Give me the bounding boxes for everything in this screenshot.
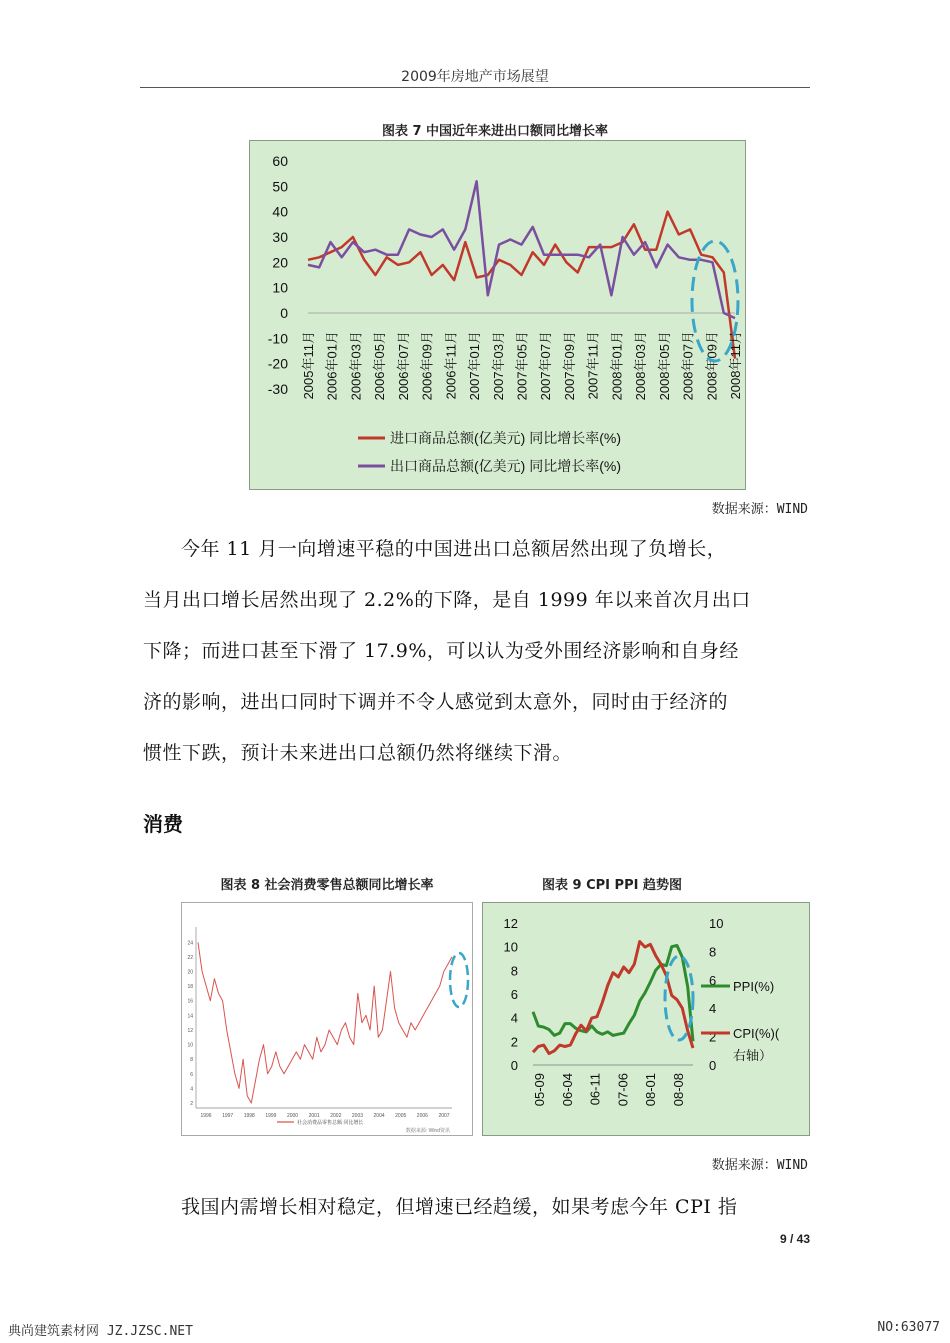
left-y-tick-label: 4 [510,1010,518,1026]
x-tick-label: 2006 [416,1113,428,1119]
y-tick-label: 50 [272,178,288,195]
y-tick-label: 18 [187,984,193,991]
y-tick-label: 4 [190,1086,193,1093]
x-tick-label: 08-01 [643,1073,659,1107]
figure7-source: 数据来源：WIND [711,502,808,517]
y-tick-label: -20 [267,355,288,372]
x-tick-label: 2005年11月 [301,331,316,400]
y-tick-label: 20 [272,254,288,271]
left-y-tick-label: 6 [510,987,518,1002]
y-tick-label: 6 [190,1071,193,1078]
left-y-tick-label: 2 [510,1034,518,1050]
figure7-svg [250,141,745,489]
x-tick-label: 1998 [243,1113,255,1119]
body-paragraph-1 [143,524,810,779]
y-tick-label: 60 [272,153,288,169]
x-tick-label: 2006年03月 [348,331,364,401]
annotation-ellipse [450,953,468,1007]
x-tick-label: 1999 [265,1113,277,1119]
figure8-chart [181,902,473,1136]
section-title: 消费 [143,812,183,836]
x-tick-label: 1997 [222,1113,234,1119]
footer-watermark-right: NO:63077 [877,1320,940,1335]
figure8-caption: 图表 8 社会消费零售总额同比增长率 [220,878,434,893]
x-tick-label: 2001 [308,1113,320,1119]
header-rule [140,87,810,88]
x-tick-label: 2007 [438,1113,450,1119]
x-tick-label: 2008年07月 [680,331,696,401]
right-y-tick-label: 2 [709,1029,717,1045]
legend-label: CPI(%)( [733,1026,780,1041]
x-tick-label: 07-06 [615,1073,631,1107]
right-y-tick-label: 8 [709,944,717,960]
x-tick-label: 2006年01月 [324,331,340,401]
x-tick-label: 2008年09月 [704,331,720,401]
y-tick-label: 30 [272,229,288,245]
figure9-svg [483,903,809,1135]
paragraph1-line: 当月出口增长居然出现了 2.2%的下降，是自 1999 年以来首次月出口 [143,589,751,611]
x-tick-label: 06-04 [559,1073,575,1107]
page-number: 9 / 43 [779,1232,810,1246]
export-series-line [308,181,735,318]
y-tick-label: 12 [187,1027,193,1034]
right-y-tick-label: 4 [709,1001,717,1017]
left-y-tick-label: 10 [503,939,518,955]
figure9-chart [482,902,810,1136]
paragraph1-line: 济的影响，进出口同时下调并不令人感觉到太意外，同时由于经济的 [143,691,729,713]
y-tick-label: -30 [267,381,288,397]
y-tick-label: -10 [267,330,288,347]
running-header-title: 2009年房地产市场展望 [401,69,549,85]
figure9-caption: 图表 9 CPI PPI 趋势图 [542,878,682,893]
figure7-caption: 图表 7 中国近年来进出口额同比增长率 [381,124,609,139]
x-tick-label: 2007年09月 [561,331,577,401]
right-y-tick-label: 6 [709,972,717,988]
y-tick-label: 2 [190,1101,193,1107]
x-tick-label: 2007年07月 [538,331,554,401]
x-tick-label: 2007年11月 [585,331,601,400]
y-tick-label: 16 [187,998,193,1005]
x-tick-label: 2007年03月 [490,331,506,401]
x-tick-label: 2006年05月 [372,331,388,401]
legend-label: 出口商品总额(亿美元) 同比增长率(%) [390,458,621,474]
x-tick-label: 2004 [373,1113,385,1119]
x-tick-label: 06-11 [587,1073,603,1106]
x-tick-label: 2002 [330,1113,342,1119]
figure7-chart [249,140,746,490]
body-paragraph-2: 我国内需增长相对稳定，但增速已经趋缓，如果考虑今年 CPI 指 [181,1196,738,1218]
x-tick-label: 2008年05月 [656,331,672,401]
x-tick-label: 2003 [351,1113,364,1119]
legend-label: 进口商品总额(亿美元) 同比增长率(%) [390,430,621,446]
x-tick-label: 2008年03月 [633,331,649,401]
x-tick-label: 2000 [286,1113,299,1119]
legend-label-continued: 右轴） [733,1048,773,1063]
paragraph1-line: 今年 11 月一向增速平稳的中国进出口总额居然出现了负增长， [181,538,727,560]
footer-watermark-left: 典尚建筑素材网 JZ.JZSC.NET [8,1324,193,1339]
x-tick-label: 05-09 [532,1073,547,1107]
legend-label: 社会消费品零售总额 同比增长 [297,1120,364,1126]
x-tick-label: 2007年05月 [514,331,530,401]
figure9-source: 数据来源：WIND [711,1158,808,1173]
y-tick-label: 10 [187,1042,193,1049]
x-tick-label: 1996 [200,1113,212,1119]
right-y-tick-label: 10 [709,916,724,931]
legend-label: PPI(%) [733,979,775,994]
y-tick-label: 14 [187,1013,193,1020]
x-tick-label: 2005 [395,1113,407,1119]
x-tick-label: 08-08 [671,1073,686,1107]
x-tick-label: 2008年01月 [609,331,625,401]
x-tick-label: 2006年11月 [443,331,459,400]
y-tick-label: 0 [280,305,288,321]
y-tick-label: 24 [187,940,193,947]
y-tick-label: 8 [190,1057,193,1064]
paragraph1-line: 惯性下跌，预计未来进出口总额仍然将继续下滑。 [143,742,573,764]
right-y-tick-label: 0 [709,1058,717,1073]
x-tick-label: 2006年07月 [395,331,411,401]
x-tick-label: 2006年09月 [419,331,435,401]
x-tick-label: 2007年01月 [467,331,483,401]
left-y-tick-label: 12 [503,916,518,931]
left-y-tick-label: 0 [510,1058,518,1073]
y-tick-label: 40 [272,203,288,220]
paragraph1-line: 下降；而进口甚至下滑了 17.9%，可以认为受外围经济影响和自身经 [143,640,739,662]
y-tick-label: 10 [272,279,288,296]
retail-sales-series-line [198,942,452,1103]
x-tick-label: 2008年11月 [728,331,743,400]
source-note: 数据来源: Wind资讯 [405,1128,450,1134]
y-tick-label: 22 [187,954,193,961]
left-y-tick-label: 8 [510,963,518,979]
y-tick-label: 20 [187,969,193,976]
figure8-svg [182,903,472,1135]
